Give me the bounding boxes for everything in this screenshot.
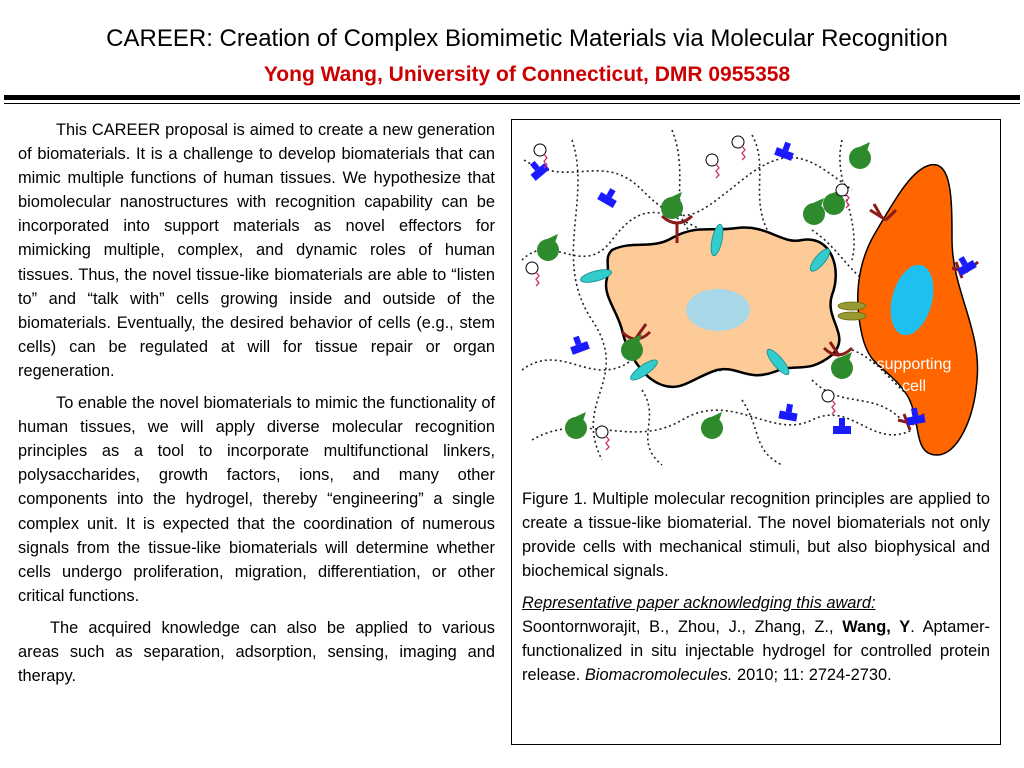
paper-authors: Soontornworajit, B., Zhou, J., Zhang, Z., xyxy=(522,618,843,636)
body-text xyxy=(18,118,495,696)
paper-heading: Representative paper acknowledging this award: xyxy=(522,594,876,612)
supporting-cell-label: supporting cell xyxy=(876,356,952,395)
central-nucleus xyxy=(686,289,750,331)
header-divider-thick xyxy=(4,95,1020,100)
paper-citation xyxy=(522,591,990,687)
body-paragraph-3: The acquired knowledge can also be applied to various areas such as separation, adsorption, sensing, imaging and therapy. xyxy=(18,618,495,686)
paper-pi: Wang, Y xyxy=(842,618,911,636)
paper-journal: Biomacromolecules. xyxy=(584,666,733,684)
body-paragraph-1: This CAREER proposal is aimed to create a new generation of biomaterials. It is a challenge to develop biomaterials that can mimic multiple functions of human tissues. We hypothesize that biomolecular nanostructures with recognition capability can be incorporated into support materials as novel effectors for mimicking multiple, complex, and dynamic roles of human tissues. Thus, the novel tissue-like biomaterials are able to “listen to” and “talk with” cells growing inside and outside of the biomaterials. Eventually, the desired behavior of cells (e.g., stem cells) can be regulated at will for tissue repair or organ regeneration. xyxy=(18,121,495,380)
paper-title: . Aptamer-functionalized in situ injectable hydrogel for controlled protein release. xyxy=(522,618,991,684)
figure-panel xyxy=(511,119,1001,745)
header-divider-thin xyxy=(4,103,1020,104)
paper-cite: 2010; 11: 2724-2730. xyxy=(732,666,892,684)
slide-title: CAREER: Creation of Complex Biomimetic Materials via Molecular Recognition xyxy=(106,25,948,52)
figure-caption xyxy=(522,487,990,695)
caption-text: Figure 1. Multiple molecular recognition principles are applied to create a tissue-like biomaterial. The novel biomaterials not only provide cells with mechanical stimuli, but also biophysical and biochemical signals. xyxy=(522,490,990,580)
slide-subtitle: Yong Wang, University of Connecticut, DMR 0955358 xyxy=(263,63,791,86)
biomaterial-diagram xyxy=(512,120,1000,470)
body-paragraph-2: To enable the novel biomaterials to mimic the functionality of human tissues, we will apply diverse molecular recognition principles as a tool to incorporate multifunctional linkers, polysaccharides, growth factors, ions, and many other components into the hydrogel, thereby “engineering” a single complex unit. It is expected that the coordination of numerous signals from the tissue-like biomaterials will determine whether cells undergo proliferation, migration, differentiation, or other critical functions. xyxy=(18,394,495,605)
